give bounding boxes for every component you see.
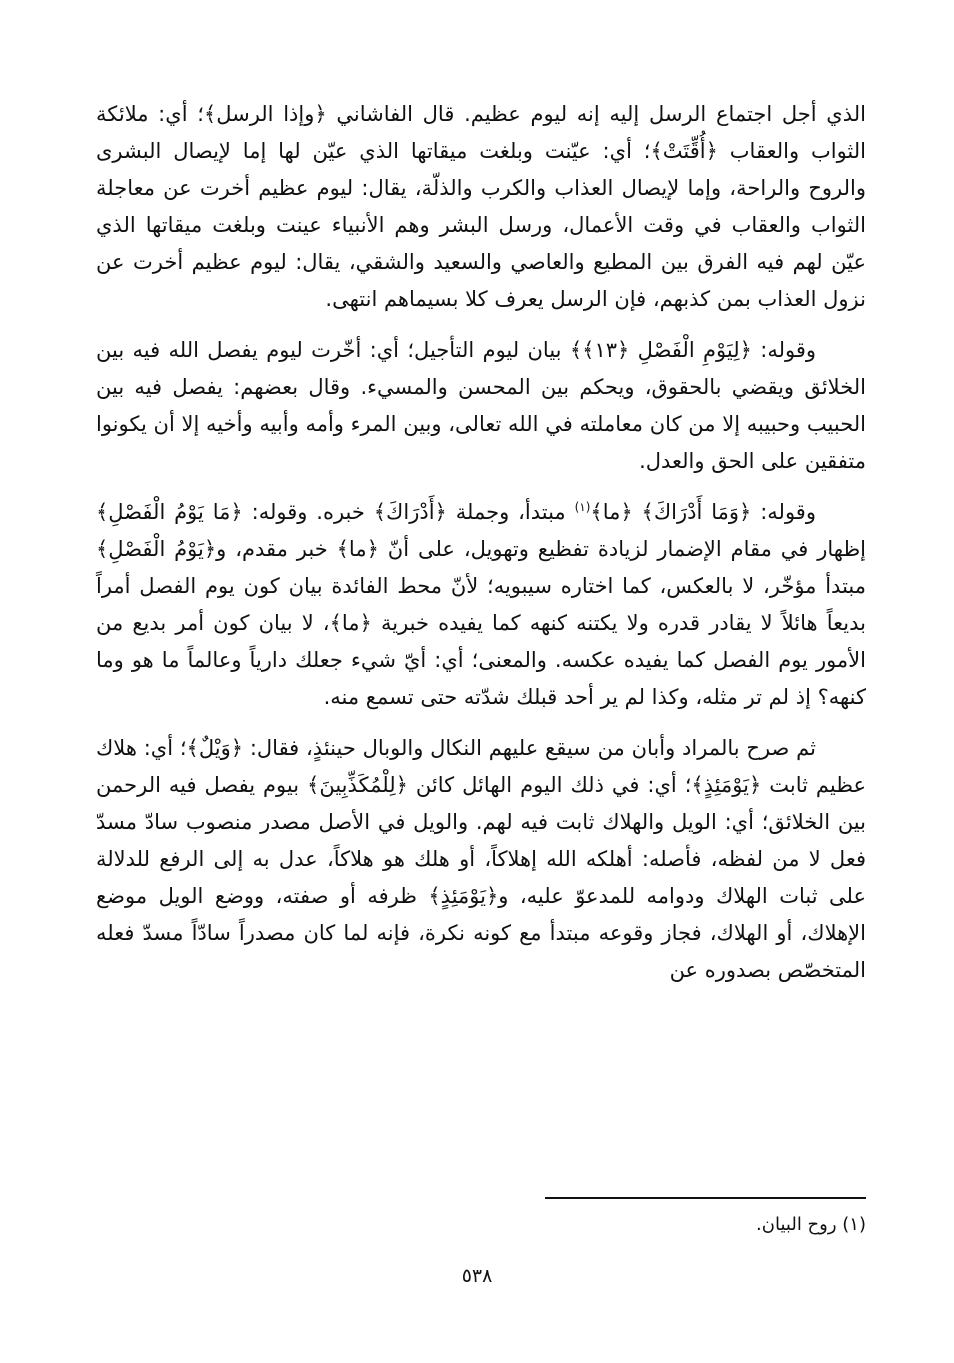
paragraph-4: ثم صرح بالمراد وأبان من سيقع عليهم النكال والوبال حينئذٍ، فقال: ﴿وَيْلٌ﴾؛ أي: هلاك عظيم ثابت ﴿يَوْمَئِذٍ﴾؛ أي: في ذلك اليوم الهائل كائن ﴿لِلْمُكَذِّبِينَ﴾ بيوم يفصل فيه الرحمن بين الخلائق؛ أي: الويل والهلاك ثابت فيه لهم. والويل في الأصل مصدر منصوب سادّ مسدّ فعل لا من لفظه، فأصله: أهلكه الله إهلاكاً، أو هلك هو هلاكاً، عدل به إلى الرفع للدلالة على ثبات الهلاك ودوامه للمدعوّ عليه، و﴿يَوْمَئِذٍ﴾ ظرفه أو صفته، ووضع الويل موضع الإهلاك، أو الهلاك، فجاز وقوعه مبتدأ مع كونه نكرة، فإنه لما كان مصدراً سادّاً مسدّ فعله المتخصّص بصدوره عن — [96, 736, 866, 982]
paragraph-3 — [96, 494, 866, 716]
paragraph-2: وقوله: ﴿لِيَوْمِ الْفَصْلِ ﴿١٣﴾﴾ بيان ليوم التأجيل؛ أي: أخّرت ليوم يفصل الله فيه بين الخلائق ويقضي بالحقوق، ويحكم بين المحسن والمسيء. وقال بعضهم: يفصل فيه بين الحبيب وحبيبه إلا من كان معاملته في الله تعالى، وبين المرء وأمه وأبيه وأخيه إلا أن يكونوا متفقين على الحق والعدل. — [96, 338, 866, 473]
footnote: (١) روح البيان. — [756, 1214, 866, 1235]
paragraph-3-lead: وقوله: ﴿وَمَا أَدْرَاكَ﴾ ﴿ما﴾ — [590, 500, 816, 524]
paragraph-3-rest: مبتدأ، وجملة ﴿أَدْرَاكَ﴾ خبره. وقوله: ﴿مَا يَوْمُ الْفَصْلِ﴾ إظهار في مقام الإضمار لزيادة تفظيع وتهويل، على أنّ ﴿ما﴾ خبر مقدم، و﴿يَوْمُ الْفَصْلِ﴾ مبتدأ مؤخّر، لا بالعكس، كما اختاره سيبويه؛ لأنّ محط الفائدة بيان كون يوم الفصل أمراً بديعاً هائلاً لا يقادر قدره ولا يكتنه كنهه كما يفيده خبرية ﴿ما﴾، لا بيان كون أمر بديع من الأمور يوم الفصل كما يفيده عكسه. والمعنى؛ أي: أيّ شيء جعلك دارياً وعالماً ما هو وما كنهه؟ إذ لم تر مثله، وكذا لم ير أحد قبلك شدّته حتى تسمع منه. — [96, 500, 866, 709]
main-text — [96, 96, 866, 1003]
footnote-divider — [545, 1197, 866, 1199]
footnote-reference: (١) — [574, 500, 591, 514]
page-number: ٥٣٨ — [461, 1265, 493, 1287]
paragraph-1: الذي أجل اجتماع الرسل إليه إنه ليوم عظيم. قال الفاشاني ﴿وإذا الرسل﴾؛ أي: ملائكة الثواب والعقاب ﴿أُقِّتَتْ﴾؛ أي: عيّنت وبلغت ميقاتها الذي عيّن لها إما لإيصال البشرى والروح والراحة، وإما لإيصال العذاب والكرب والذلّة، يقال: ليوم عظيم أخرت عن معاجلة الثواب والعقاب في وقت الأعمال، ورسل البشر وهم الأنبياء عينت وبلغت ميقاتها الذي عيّن لهم فيه الفرق بين المطيع والعاصي والسعيد والشقي، يقال: ليوم عظيم أخرت عن نزول العذاب بمن كذبهم، فإن الرسل يعرف كلا بسيماهم انتهى. — [96, 102, 866, 311]
